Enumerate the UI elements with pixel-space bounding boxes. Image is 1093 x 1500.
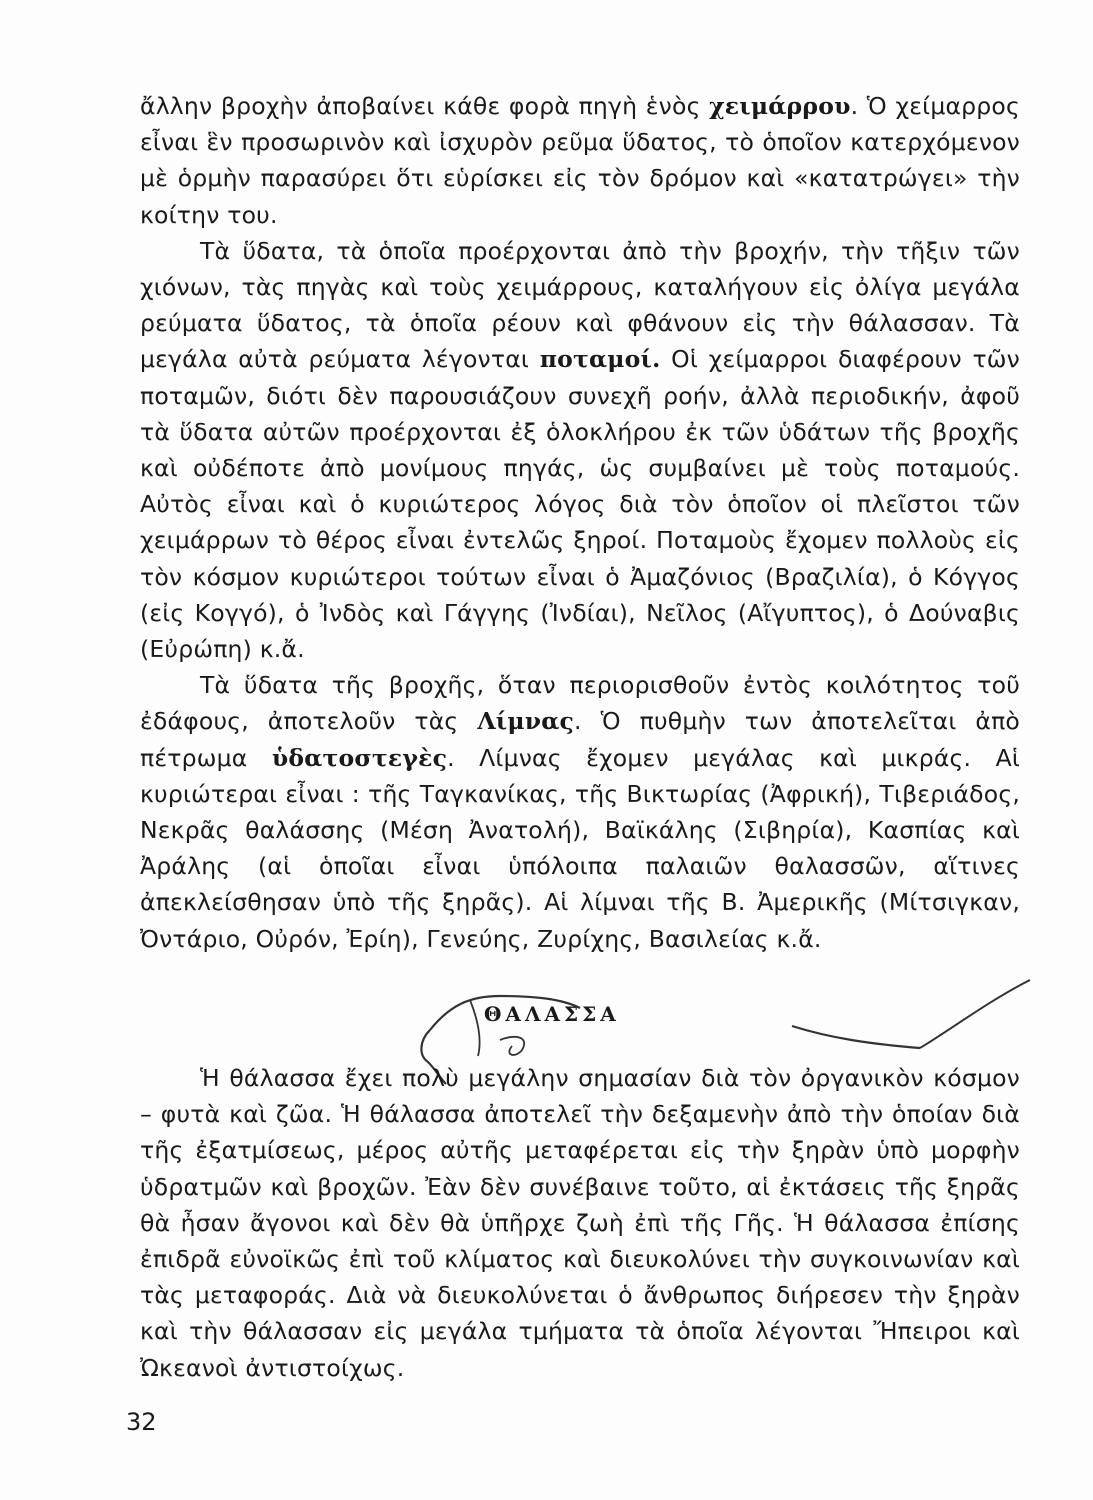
page-number: 32 (126, 1408, 157, 1436)
text-run: Οἱ χείμαρροι διαφέρουν τῶν ποταμῶν, διότι δὲν παρουσιάζουν συνεχῆ ροήν, ἀλλὰ περιοδικήν, ἀφοῦ τὰ ὕδατα αὐτῶν προέρχονται ἐξ ὁλοκλήρου ἐκ τῶν ὑδάτων τῆς βροχῆς καὶ οὐδέποτε ἀπὸ μονίμους πηγάς, ὡς συμβαίνει μὲ τοὺς ποταμούς. Αὐτὸς εἶναι καὶ ὁ κυριώτερος λόγος διὰ τὸν ὁποῖον οἱ πλεῖστοι τῶν χειμάρρων τὸ θέρος εἶναι ἐντελῶς ξηροί. Ποταμοὺς ἔχομεν πολλοὺς εἰς τὸν κόσμον κυριώτεροι τούτων εἶναι ὁ Ἀμαζόνιος (Βραζιλία), ὁ Κόγγος (εἰς Κογγό), ὁ Ἰνδὸς καὶ Γάγγης (Ἰνδίαι), Νεῖλος (Αἴγυπτος), ὁ Δούναβις (Εὐρώπη) κ.ἄ. (140, 345, 1020, 664)
section-heading-sea: ΘΑΛΑΣΣΑ (484, 1002, 620, 1026)
body-text-top (140, 88, 1020, 957)
text-run: . Λίμνας ἔχομεν μεγάλας καὶ μικράς. Αἱ κυριώτεραι εἶναι : τῆς Ταγκανίκας, τῆς Βικτωρίας (Ἀφρική), Τιβεριάδος, Νεκρᾶς θαλάσσης (Μέση Ἀνατολή), Βαϊκάλης (Σιβηρία), Κασπίας καὶ Ἀράλης (αἱ ὁποῖαι εἶναι ὑπόλοιπα παλαιῶν θαλασσῶν, αἵτινες ἀπεκλείσθησαν ὑπὸ τῆς ξηρᾶς). Αἱ λίμναι τῆς Β. Ἀμερικῆς (Μίτσιγκαν, Ὀντάριο, Οὐρόν, Ἐρίη), Γενεύης, Ζυρίχης, Βασιλείας κ.ἄ. (140, 743, 1021, 953)
text-run: . Ὁ πυθμὴν των ἀποτελεῖται ἀπὸ πέτρωμα (140, 707, 1020, 772)
text-run: . Ὁ χείμαρρος εἶναι ἓν προσωρινὸν καὶ ἰσχυρὸν ρεῦμα ὕδατος, τὸ ὁποῖον κατερχόμενον μὲ ὁρμὴν παρασύρει ὅτι εὑρίσκει εἰς τὸν δρόμον καὶ «κατατρώγει» τὴν κοίτην του. (140, 92, 1020, 229)
paragraph-rivers (140, 233, 1020, 667)
text-run: ἄλλην βροχὴν ἀποβαίνει κάθε φορὰ πηγὴ ἑνὸς (140, 92, 710, 120)
paragraph-torrent (140, 88, 1020, 233)
text-run: Τὰ ὕδατα τῆς βροχῆς, ὅταν περιορισθοῦν ἐντὸς κοιλότητος τοῦ ἐδάφους, ἀποτελοῦν τὰς (140, 671, 1020, 736)
bold-term-rivers: ποταμοί. (539, 345, 661, 374)
bold-term-torrent: χειμάρρου (709, 92, 851, 120)
paragraph-sea: Ἡ θάλασσα ἔχει πολὺ μεγάλην σημασίαν διὰ τὸν ὀργανικὸν κόσμον – φυτὰ καὶ ζῶα. Ἡ θάλασσα ἀποτελεῖ τὴν δεξαμενὴν ἀπὸ τὴν ὁποίαν διὰ τῆς ἐξατμίσεως, μέρος αὐτῆς μεταφέρεται εἰς τὴν ξηρὰν ὑπὸ μορφὴν ὑδρατμῶν καὶ βροχῶν. Ἐὰν δὲν συνέβαινε τοῦτο, αἱ ἐκτάσεις τῆς ξηρᾶς θὰ ἦσαν ἄγονοι καὶ δὲν θὰ ὑπῆρχε ζωὴ ἐπὶ τῆς Γῆς. Ἡ θάλασσα ἐπίσης ἐπιδρᾶ εὐνοϊκῶς ἐπὶ τοῦ κλίματος καὶ διευκολύνει τὴν συγκοινωνίαν καὶ τὰς μεταφοράς. Διὰ νὰ διευκολύνεται ὁ ἄνθρωπος διήρεσεν τὴν ξηρὰν καὶ τὴν θάλασσαν εἰς μεγάλα τμήματα τὰ ὁποῖα λέγονται Ἤπειροι καὶ Ὠκεανοὶ ἀντιστοίχως. (140, 1064, 1020, 1382)
body-text-sea (140, 1060, 1020, 1386)
text-run: Τὰ ὕδατα, τὰ ὁποῖα προέρχονται ἀπὸ τὴν βροχήν, τὴν τῆξιν τῶν χιόνων, τὰς πηγὰς καὶ τοὺς χειμάρρους, καταλήγουν εἰς ὀλίγα μεγάλα ρεύματα ὕδατος, τὰ ὁποῖα ρέουν καὶ φθάνουν εἰς τὴν θάλασσαν. Τὰ μεγάλα αὐτὰ ρεύματα λέγονται (140, 236, 1020, 374)
bold-term-lakes: Λίμνας (477, 707, 575, 736)
bold-term-watertight: ὑδατοστεγὲς (271, 743, 448, 772)
paragraph-lakes (140, 667, 1020, 957)
